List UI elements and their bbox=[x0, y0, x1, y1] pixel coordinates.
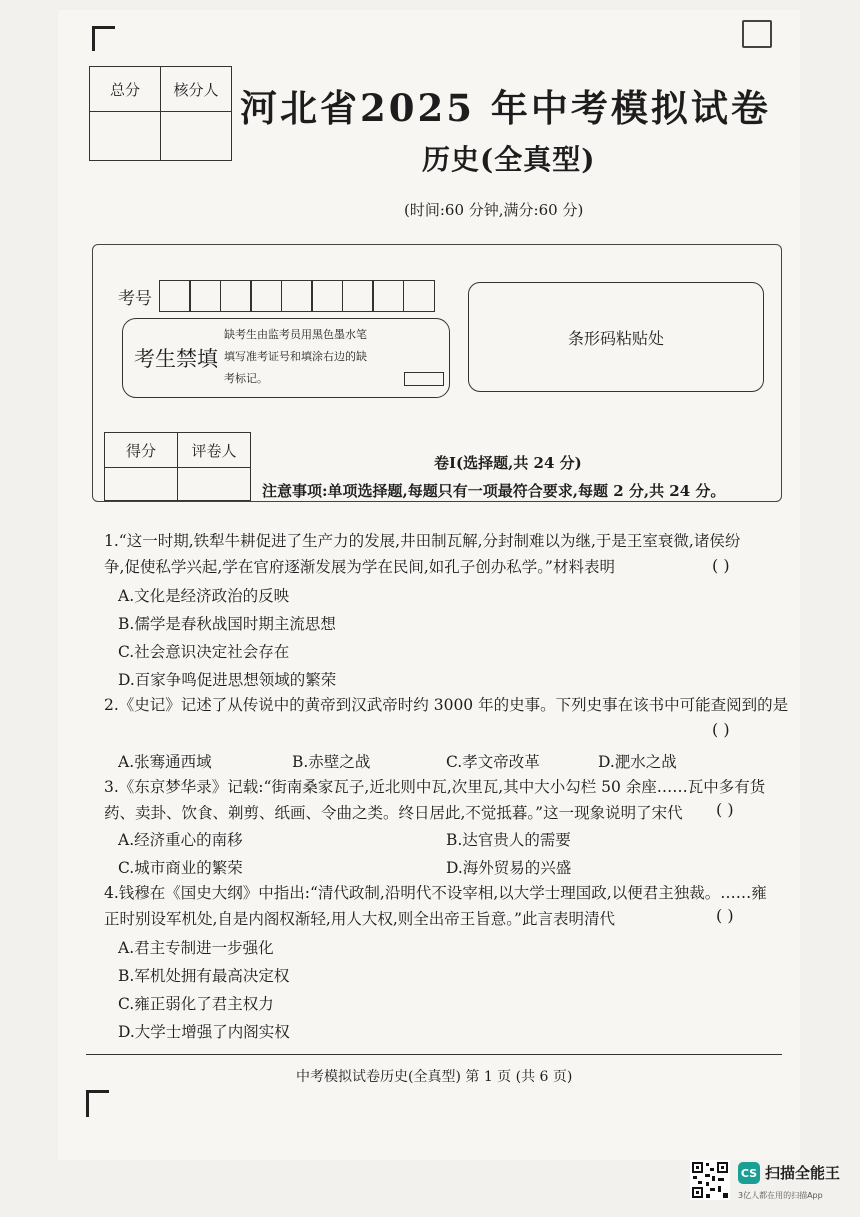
camscanner-app-name: 扫描全能王 bbox=[765, 1164, 841, 1182]
section-notice: 注意事项:单项选择题,每题只有一项最符合要求,每题 2 分,共 24 分。 bbox=[262, 482, 726, 500]
question-2-option-b[interactable]: B.赤壁之战 bbox=[292, 753, 371, 771]
barcode-area: 条形码粘贴处 bbox=[468, 282, 764, 392]
grader-header: 评卷人 bbox=[178, 433, 251, 468]
question-2-option-d[interactable]: D.淝水之战 bbox=[598, 753, 677, 771]
exam-number-digit-box[interactable] bbox=[159, 280, 191, 312]
question-4-option-c[interactable]: C.雍正弱化了君主权力 bbox=[118, 995, 274, 1013]
question-2-option-c[interactable]: C.孝文帝改革 bbox=[446, 753, 540, 771]
question-1-option-a[interactable]: A.文化是经济政治的反映 bbox=[118, 587, 290, 605]
question-3-option-a[interactable]: A.经济重心的南移 bbox=[118, 831, 243, 849]
question-4-option-a[interactable]: A.君主专制进一步强化 bbox=[118, 939, 274, 957]
exam-number-digit-box[interactable] bbox=[281, 280, 313, 312]
qr-code-icon bbox=[690, 1160, 730, 1200]
page-footer: 中考模拟试卷历史(全真型) 第 1 页 (共 6 页) bbox=[296, 1069, 573, 1085]
footer-divider bbox=[86, 1054, 782, 1055]
question-1-stem: 1.“这一时期,铁犁牛耕促进了生产力的发展,井田制瓦解,分封制难以为继,于是王室衰微,诸侯纷 争,促使私学兴起,学在官府逐渐发展为学在民间,如孔子创办私学。”材料表明 bbox=[104, 532, 741, 576]
camscanner-tagline: 3亿人都在用的扫描App bbox=[738, 1191, 823, 1200]
checker-cell[interactable] bbox=[161, 112, 232, 161]
exam-number-digit-box[interactable] bbox=[250, 280, 282, 312]
question-4-answer-blank[interactable]: ( ) bbox=[716, 906, 734, 925]
total-score-header: 总分 bbox=[90, 67, 161, 112]
time-info: (时间:60 分钟,满分:60 分) bbox=[404, 201, 584, 219]
checker-header: 核分人 bbox=[161, 67, 232, 112]
question-3-answer-blank[interactable]: ( ) bbox=[716, 800, 734, 819]
crop-mark-top-left bbox=[92, 26, 115, 51]
question-4-option-d[interactable]: D.大学士增强了内阁实权 bbox=[118, 1023, 290, 1041]
exam-number-digit-box[interactable] bbox=[311, 280, 343, 312]
question-1-option-d[interactable]: D.百家争鸣促进思想领域的繁荣 bbox=[118, 671, 337, 689]
total-score-cell[interactable] bbox=[90, 112, 161, 161]
question-1-option-b[interactable]: B.儒学是春秋战国时期主流思想 bbox=[118, 615, 336, 633]
question-3-option-d[interactable]: D.海外贸易的兴盛 bbox=[446, 859, 572, 877]
crop-mark-top-right bbox=[742, 20, 772, 48]
question-3-option-c[interactable]: C.城市商业的繁荣 bbox=[118, 859, 243, 877]
section-score-table bbox=[104, 432, 251, 501]
question-3-option-b[interactable]: B.达官贵人的需要 bbox=[446, 831, 571, 849]
candidate-forbidden-instructions: 缺考生由监考员用黑色墨水笔 填写准考证号和填涂右边的缺 考标记。 bbox=[224, 328, 367, 385]
total-score-table bbox=[89, 66, 232, 161]
exam-number-label: 考号 bbox=[118, 289, 152, 309]
section-title: 卷Ⅰ(选择题,共 24 分) bbox=[434, 454, 582, 472]
question-4-option-b[interactable]: B.军机处拥有最高决定权 bbox=[118, 967, 290, 985]
crop-mark-bottom-left bbox=[86, 1090, 109, 1117]
exam-number-digit-box[interactable] bbox=[342, 280, 374, 312]
exam-title: 河北省2025 年中考模拟试卷 bbox=[240, 86, 771, 130]
question-2-stem: 2.《史记》记述了从传说中的黄帝到汉武帝时约 3000 年的史事。下列史事在该书中可能查阅到的是 bbox=[104, 696, 789, 714]
exam-number-digit-box[interactable] bbox=[189, 280, 221, 312]
absence-mark-box[interactable] bbox=[404, 372, 444, 386]
score-header: 得分 bbox=[105, 433, 178, 468]
question-3-stem: 3.《东京梦华录》记载:“街南桑家瓦子,近北则中瓦,次里瓦,其中大小勾栏 50 余座……瓦中多有货 药、卖卦、饮食、剃剪、纸画、令曲之类。终日居此,不觉抵暮。”这一现象说明了宋代 bbox=[104, 778, 766, 822]
score-cell[interactable] bbox=[105, 468, 178, 501]
question-2-option-a[interactable]: A.张骞通西域 bbox=[118, 753, 212, 771]
question-4-stem: 4.钱穆在《国史大纲》中指出:“清代政制,沿明代不设宰相,以大学士理国政,以便君主独裁。……雍 正时别设军机处,自是内阁权渐轻,用人大权,则全出帝王旨意。”此言表明清代 bbox=[104, 884, 767, 928]
grader-cell[interactable] bbox=[178, 468, 251, 501]
exam-number-digit-box[interactable] bbox=[403, 280, 435, 312]
question-1-option-c[interactable]: C.社会意识决定社会存在 bbox=[118, 643, 290, 661]
question-2-answer-blank[interactable]: ( ) bbox=[712, 720, 730, 739]
camscanner-logo-icon: CS bbox=[738, 1162, 760, 1184]
question-1-answer-blank[interactable]: ( ) bbox=[712, 556, 730, 575]
exam-number-digit-box[interactable] bbox=[220, 280, 252, 312]
exam-number-boxes[interactable] bbox=[160, 280, 435, 312]
candidate-forbidden-label: 考生禁填 bbox=[134, 347, 218, 371]
exam-number-digit-box[interactable] bbox=[372, 280, 404, 312]
exam-subtitle: 历史(全真型) bbox=[422, 143, 596, 176]
